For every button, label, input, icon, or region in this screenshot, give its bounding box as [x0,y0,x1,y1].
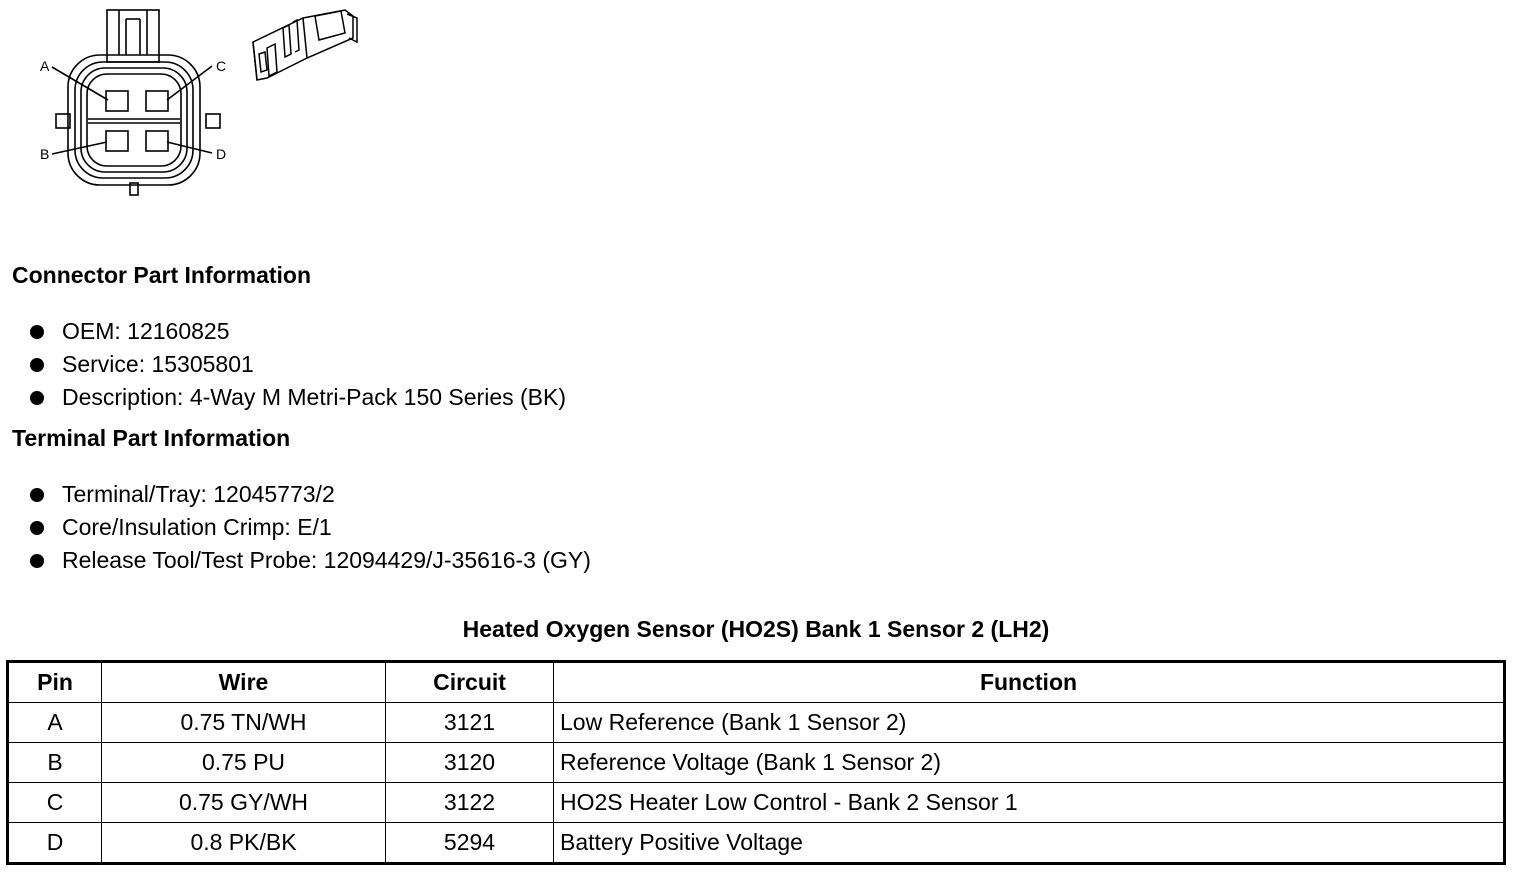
terminal-info-heading: Terminal Part Information [12,425,291,451]
list-item [28,511,591,544]
bullet-icon [30,554,44,568]
pin-cavity-c [146,91,168,111]
cell-circuit: 5294 [386,823,554,864]
cell-wire: 0.75 PU [102,743,386,783]
pin-table [6,660,1506,865]
cell-function: Low Reference (Bank 1 Sensor 2) [554,703,1505,743]
pin-label-b: B [40,146,50,162]
header-function: Function [554,662,1505,703]
pin-label-c: C [216,58,227,74]
cell-pin: B [8,743,102,783]
terminal-release-tool: Release Tool/Test Probe: 12094429/J-35616-3 (GY) [62,547,591,573]
connector-service: Service: 15305801 [62,351,254,377]
bullet-icon [30,325,44,339]
cell-function: Reference Voltage (Bank 1 Sensor 2) [554,743,1505,783]
pin-cavity-a [106,91,128,111]
cell-function: HO2S Heater Low Control - Bank 2 Sensor 1 [554,783,1505,823]
cell-wire: 0.75 TN/WH [102,703,386,743]
connector-illustration [245,8,360,90]
connector-face-diagram [30,5,240,200]
cell-circuit: 3121 [386,703,554,743]
list-item [28,544,591,577]
cell-pin: D [8,823,102,864]
connector-oem: OEM: 12160825 [62,318,230,344]
terminal-tray: Terminal/Tray: 12045773/2 [62,481,335,507]
cell-pin: A [8,703,102,743]
cell-circuit: 3120 [386,743,554,783]
table-row [8,823,1505,864]
bullet-icon [30,521,44,535]
terminal-crimp: Core/Insulation Crimp: E/1 [62,514,332,540]
pin-label-d: D [216,146,227,162]
list-item [28,315,566,348]
terminal-info-list [28,478,591,577]
table-row [8,703,1505,743]
cell-wire: 0.75 GY/WH [102,783,386,823]
list-item [28,478,591,511]
connector-info-heading: Connector Part Information [12,262,312,288]
cell-function: Battery Positive Voltage [554,823,1505,864]
bullet-icon [30,358,44,372]
header-pin: Pin [8,662,102,703]
pin-cavity-b [106,131,128,151]
bullet-icon [30,488,44,502]
table-title: Heated Oxygen Sensor (HO2S) Bank 1 Sensor 2 (LH2) [462,616,1050,642]
header-wire: Wire [102,662,386,703]
table-header-row [8,662,1505,703]
bullet-icon [30,391,44,405]
connector-info-list [28,315,566,414]
connector-description: Description: 4-Way M Metri-Pack 150 Series (BK) [62,384,567,410]
table-row [8,783,1505,823]
cell-circuit: 3122 [386,783,554,823]
pin-cavity-d [146,131,168,151]
list-item [28,348,566,381]
cell-pin: C [8,783,102,823]
list-item [28,381,566,414]
pin-label-a: A [40,58,50,74]
cell-wire: 0.8 PK/BK [102,823,386,864]
header-circuit: Circuit [386,662,554,703]
table-row [8,743,1505,783]
